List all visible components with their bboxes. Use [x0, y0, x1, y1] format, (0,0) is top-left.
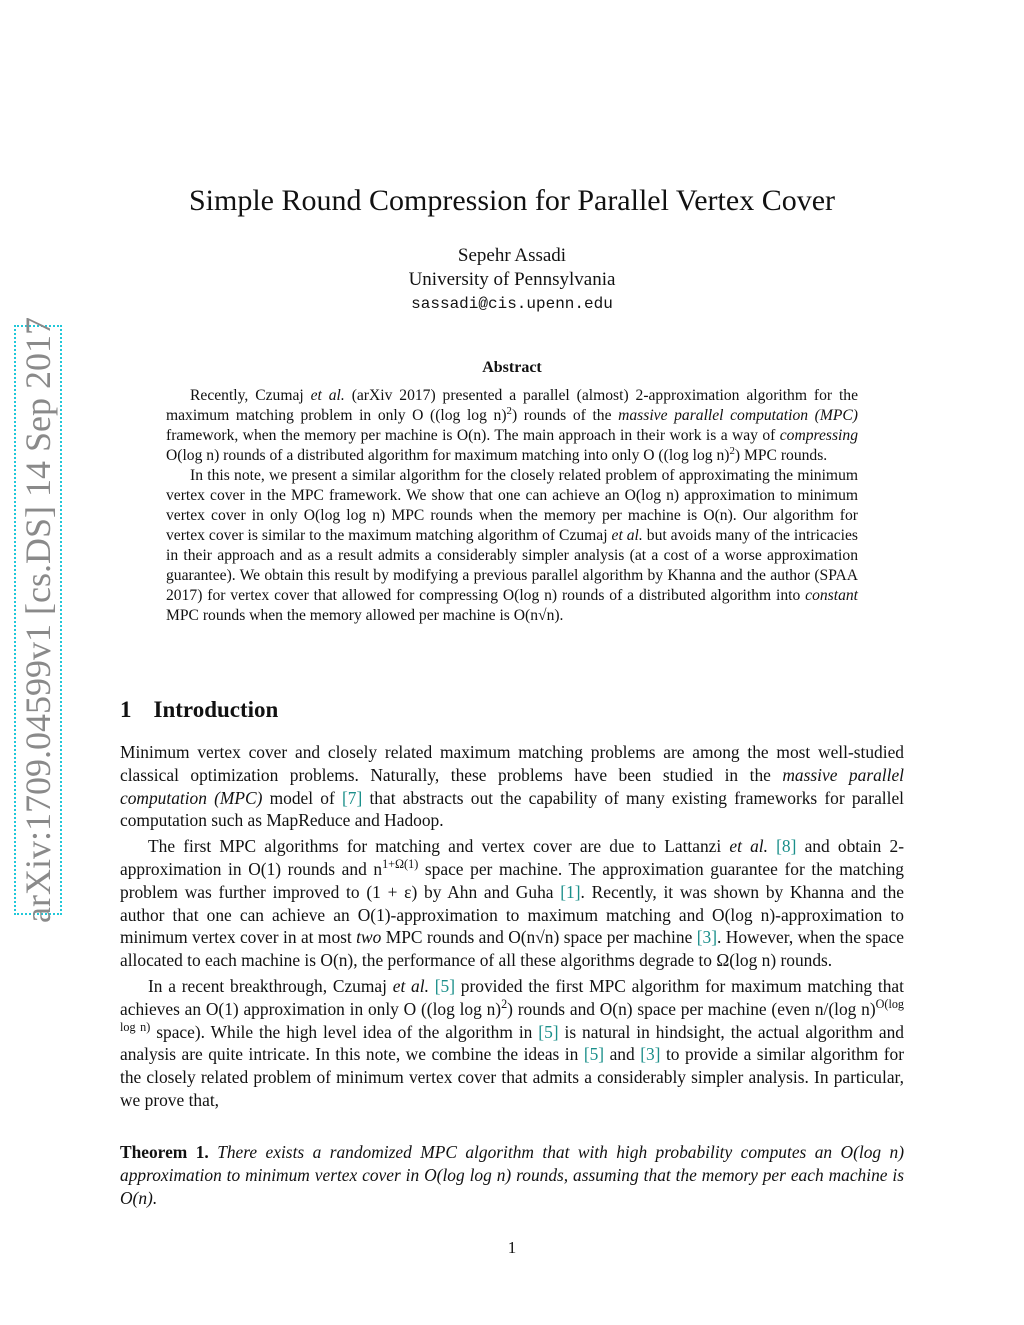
arxiv-stamp: [14, 317, 62, 923]
abstract-paragraph-1: Recently, Czumaj et al. (arXiv 2017) presented a parallel (almost) 2-approximation algorithm for the maximum matching problem in only O ((log log n)$^2$) rounds of the massive parallel computation (MPC) framework, when the memory per machine is O(n). The main approach in their work is a way of compressing O(log n) rounds of a distributed algorithm for maximum matching into only O ((log log n)$^2$) MPC rounds.: [166, 387, 859, 464]
section-number: 1: [120, 697, 132, 722]
intro-paragraph-2: The first MPC algorithms for matching and vertex cover are due to Lattanzi et al. [8] and obtain 2-approximation in O(1) rounds and $n^{1+\Omega(1)}$ space per machine. The approximation guarantee for the matching problem was further improved to (1 + ε) by Ahn and Guha [1]. Recently, it was shown by Khanna and the author that one can achieve an O(1)-approximation to maximum matching and O(log n)-approximation to minimum vertex cover in at most two MPC rounds and O(n√n) space per machine [3]. However, when the space allocated to each machine is O(n), the performance of all these algorithms degrade to Ω(log n) rounds.: [120, 836, 904, 971]
author-block: [0, 244, 1024, 316]
citation-8[interactable]: [8]: [776, 836, 797, 857]
citation-7[interactable]: [7]: [341, 787, 363, 808]
abstract: [166, 386, 858, 626]
theorem-statement: There exists a randomized MPC algorithm that with high probability computes an O(log n) approximation to minimum vertex cover in O(log log n) rounds, assuming that the memory per each machine is O(n).: [120, 1142, 904, 1208]
citation-3[interactable]: [3]: [696, 927, 717, 948]
abstract-heading: Abstract: [482, 359, 542, 376]
citation-5[interactable]: [5]: [583, 1044, 605, 1065]
intro-paragraph-1: Minimum vertex cover and closely related maximum matching problems are among the most well-studied classical optimization problems. Naturally, these problems have been studied in the massive parallel computation (MPC) model of [7] that abstracts out the capability of many existing frameworks for parallel computation such as MapReduce and Hadoop.: [120, 742, 905, 831]
citation-3[interactable]: [3]: [640, 1044, 661, 1065]
author-affiliation: University of Pennsylvania: [408, 269, 616, 290]
abstract-paragraph-2: In this note, we present a similar algorithm for the closely related problem of approximating the minimum vertex cover in the MPC framework. We show that one can achieve an O(log n) approximation to minimum vertex cover in only O(log log n) MPC rounds when the memory per machine is O(n). Our algorithm for vertex cover is similar to the maximum matching algorithm of Czumaj et al. but avoids many of the intricacies in their approach and as a result admits a considerably simpler analysis (at a cost of a worse approximation guarantee). We obtain this result by modifying a previous parallel algorithm by Khanna and the author (SPAA 2017) for vertex cover that allowed for compressing O(log n) rounds of a distributed algorithm into constant MPC rounds when the memory allowed per machine is O(n√n).: [166, 467, 859, 624]
citation-1[interactable]: [1]: [560, 881, 581, 902]
theorem-1: [120, 1141, 904, 1210]
citation-5[interactable]: [5]: [434, 975, 455, 996]
page-number: 1: [507, 1238, 517, 1257]
intro-paragraph-3: In a recent breakthrough, Czumaj et al. [5] provided the first MPC algorithm for maximum matching that achieves an O(1) approximation in only O ((log log n)$^2$) rounds and O(n) space per machine (even n/(log n)$^{O(log log n)}$ space). While the high level idea of the algorithm in [5] is natural in hindsight, the actual algorithm and analysis are quite intricate. In this note, we combine the ideas in [5] and [3] to provide a similar algorithm for the closely related problem of minimum vertex cover that admits a considerably simpler analysis. In particular, we prove that,: [120, 975, 904, 1110]
author-name: Sepehr Assadi: [457, 245, 567, 266]
theorem-label: Theorem 1.: [120, 1142, 209, 1162]
section-title: Introduction: [153, 697, 279, 722]
citation-5[interactable]: [5]: [538, 1021, 559, 1042]
arxiv-id: arXiv:1709.04599v1 [cs.DS] 14 Sep 2017: [18, 317, 58, 923]
introduction-body: [120, 741, 904, 1115]
author-email[interactable]: sassadi@cis.upenn.edu: [411, 295, 613, 313]
section-heading: [120, 697, 278, 723]
paper-title: Simple Round Compression for Parallel Vertex Cover: [188, 184, 836, 217]
